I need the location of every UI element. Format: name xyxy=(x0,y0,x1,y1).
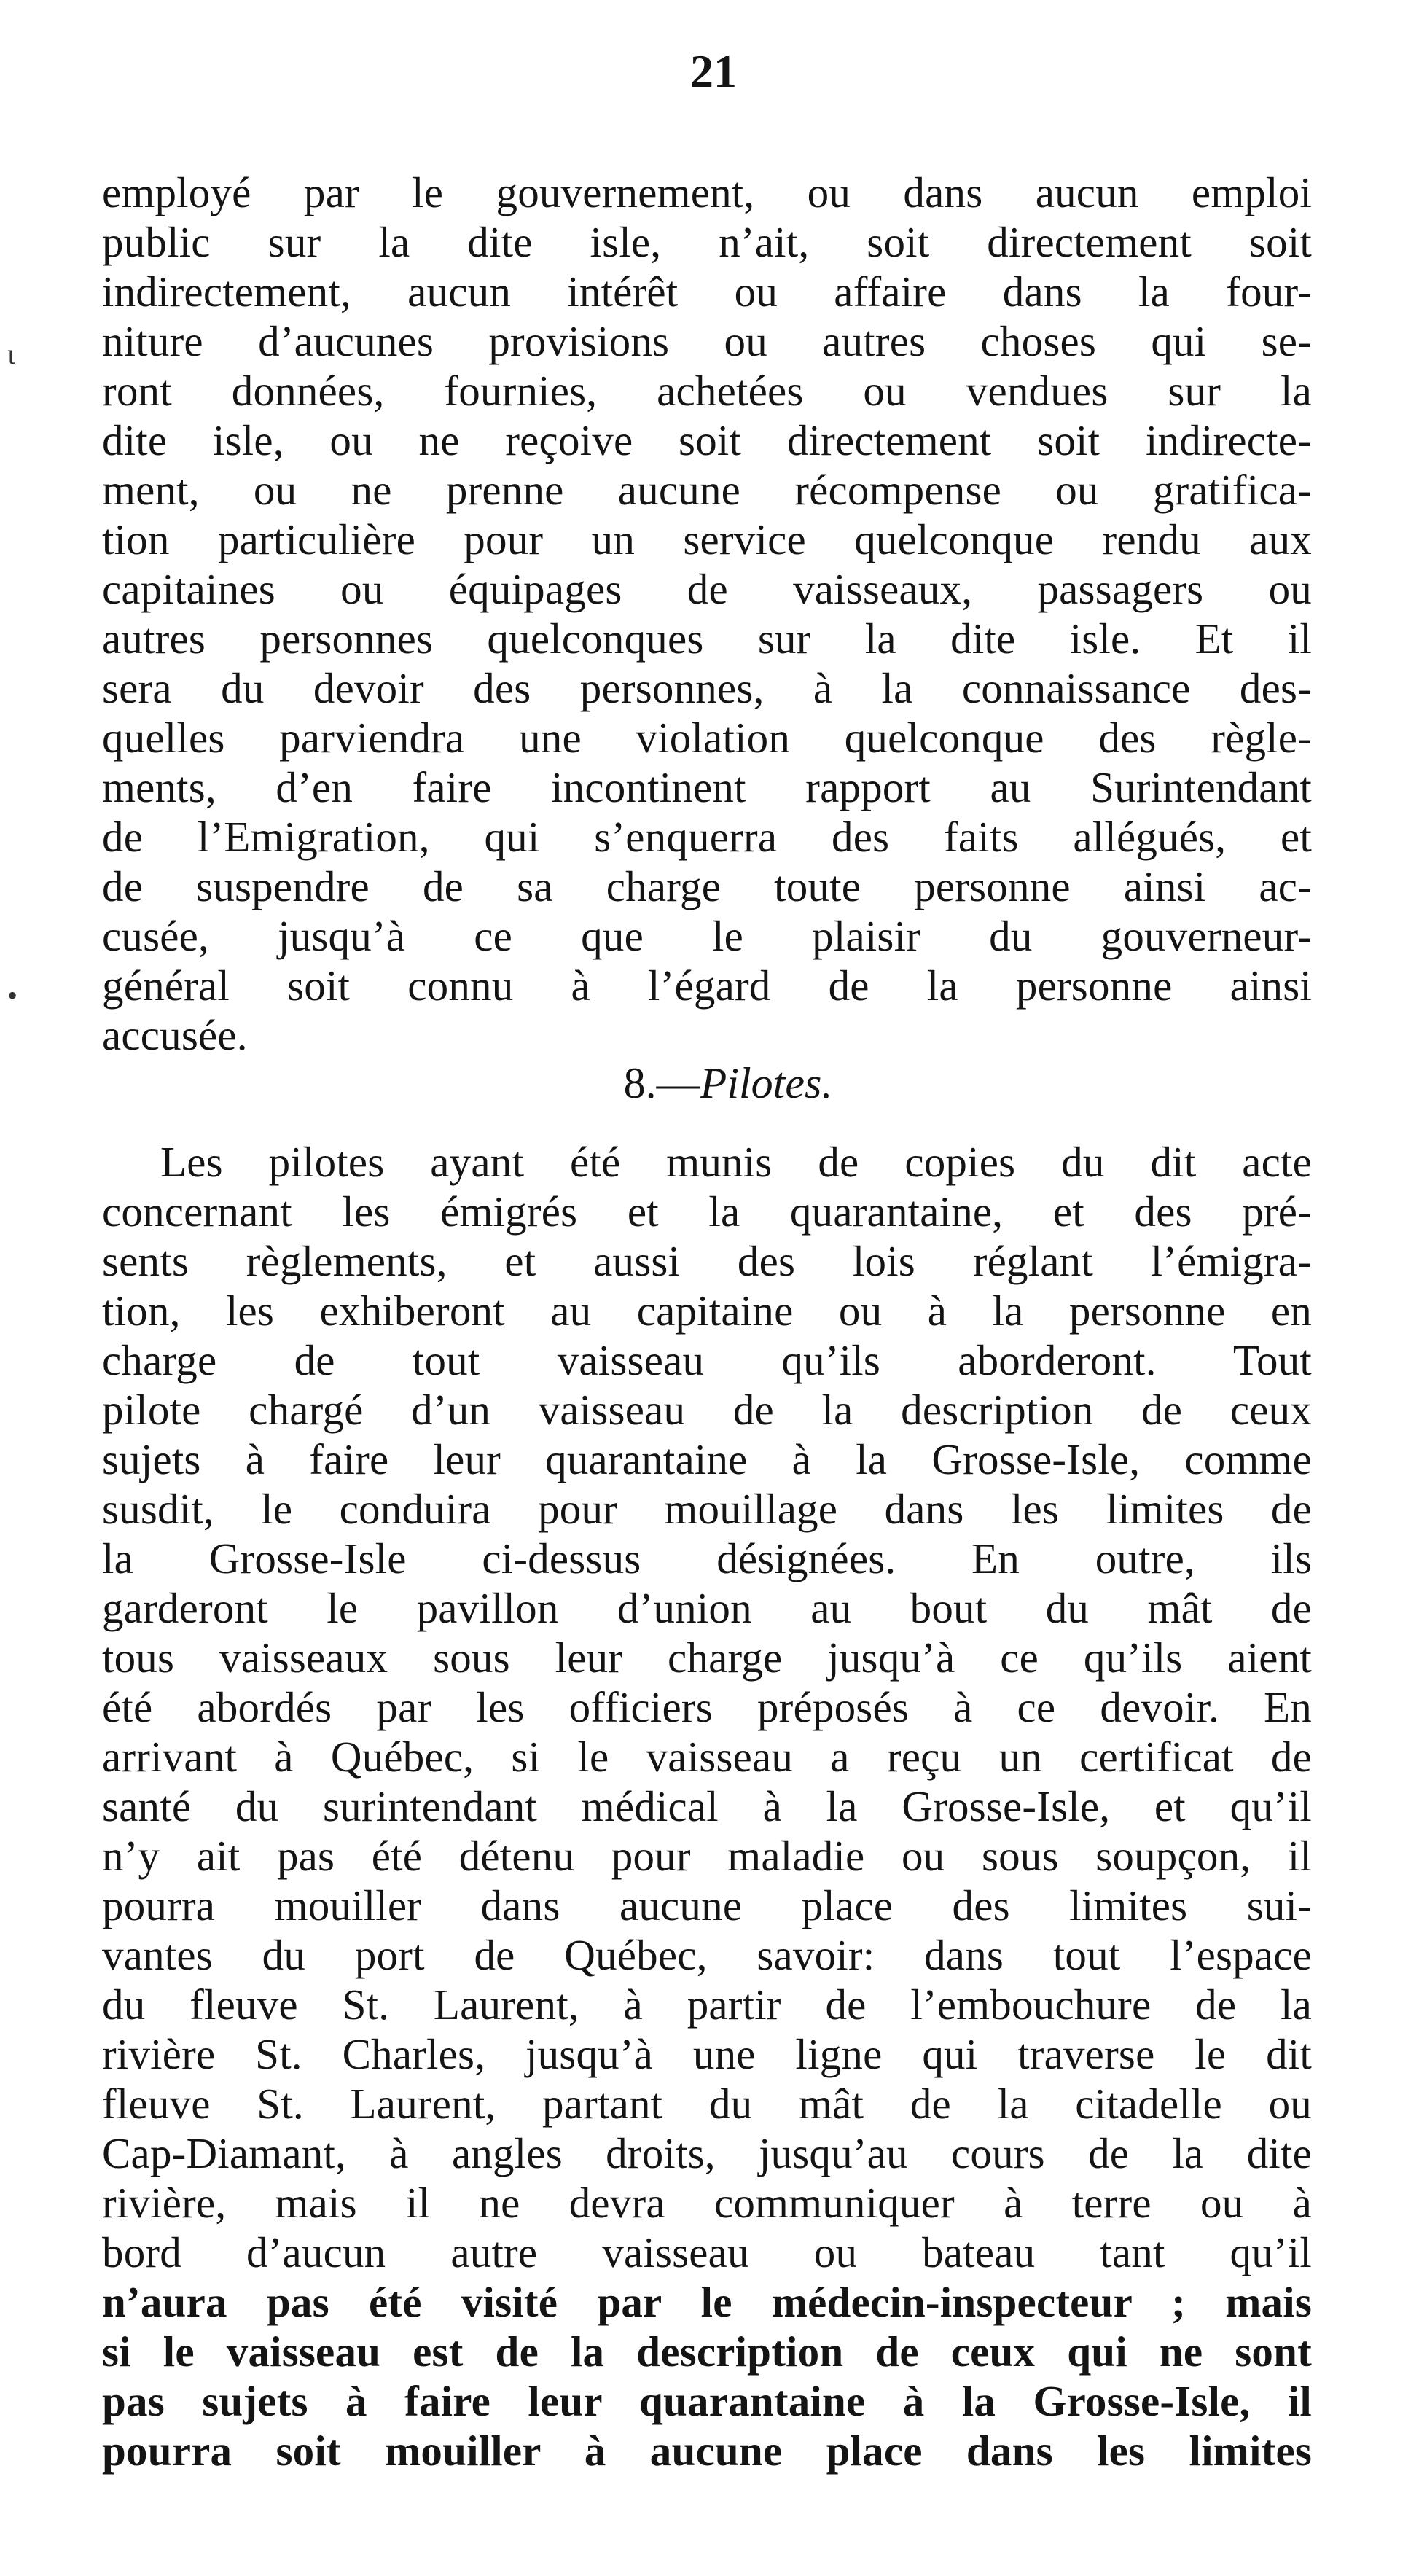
section-heading xyxy=(0,1054,1427,1112)
text-line: susdit, le conduira pour mouillage dans les limites de xyxy=(102,1485,1312,1533)
text-line: dite isle, ou ne reçoive soit directement soit indirecte- xyxy=(102,416,1312,464)
text-line: n’y ait pas été détenu pour maladie ou sous soupçon, il xyxy=(102,1832,1312,1880)
section-title: Pilotes. xyxy=(700,1059,833,1107)
text-line: Les pilotes ayant été munis de copies du dit acte xyxy=(160,1138,1312,1186)
text-line: sera du devoir des personnes, à la connaissance des- xyxy=(102,664,1312,712)
text-line: la Grosse-Isle ci-dessus désignées. En outre, ils xyxy=(102,1534,1312,1582)
text-line: tion particulière pour un service quelconque rendu aux xyxy=(102,515,1312,563)
text-line: indirectement, aucun intérêt ou affaire dans la four- xyxy=(102,268,1312,316)
text-line: ment, ou ne prenne aucune récompense ou gratifica- xyxy=(102,466,1312,514)
text-line: quelles parviendra une violation quelconque des règle- xyxy=(102,714,1312,762)
section-number: 8.— xyxy=(623,1059,700,1107)
text-line: niture d’aucunes provisions ou autres choses qui se- xyxy=(102,317,1312,365)
margin-mark: • xyxy=(7,979,18,1012)
text-line: employé par le gouvernement, ou dans aucun emploi xyxy=(102,168,1312,216)
text-line: fleuve St. Laurent, partant du mât de la citadelle ou xyxy=(102,2080,1312,2128)
text-line: sents règlements, et aussi des lois réglant l’émigra- xyxy=(102,1237,1312,1285)
text-line: de suspendre de sa charge toute personne ainsi ac- xyxy=(102,862,1312,910)
text-line: concernant les émigrés et la quarantaine, et des pré- xyxy=(102,1187,1312,1236)
text-line: Cap-Diamant, à angles droits, jusqu’au cours de la dite xyxy=(102,2129,1312,2177)
text-line: cusée, jusqu’à ce que le plaisir du gouverneur- xyxy=(102,912,1312,960)
text-line: accusée. xyxy=(102,1011,248,1059)
text-line: été abordés par les officiers préposés à ce devoir. En xyxy=(102,1683,1312,1731)
paragraph-1 xyxy=(102,168,1312,1060)
text-line: capitaines ou équipages de vaisseaux, passagers ou xyxy=(102,565,1312,613)
text-line: du fleuve St. Laurent, à partir de l’embouchure de la xyxy=(102,1980,1312,2029)
margin-mark: ι xyxy=(7,337,15,370)
text-line: rivière St. Charles, jusqu’à une ligne qui traverse le dit xyxy=(102,2030,1312,2078)
text-line: autres personnes quelconques sur la dite isle. Et il xyxy=(102,614,1312,663)
text-line: si le vaisseau est de la description de ceux qui ne sont xyxy=(102,2327,1312,2376)
text-line: garderont le pavillon d’union au bout du mât de xyxy=(102,1584,1312,1632)
text-line: de l’Emigration, qui s’enquerra des faits allégués, et xyxy=(102,813,1312,861)
text-line: n’aura pas été visité par le médecin-inspecteur ; mais xyxy=(102,2278,1312,2326)
text-line: santé du surintendant médical à la Grosse-Isle, et qu’il xyxy=(102,1782,1312,1830)
text-line: pourra soit mouiller à aucune place dans les limites xyxy=(102,2427,1312,2475)
text-line: sujets à faire leur quarantaine à la Grosse-Isle, comme xyxy=(102,1435,1312,1483)
text-line: pilote chargé d’un vaisseau de la description de ceux xyxy=(102,1386,1312,1434)
text-line: bord d’aucun autre vaisseau ou bateau tant qu’il xyxy=(102,2228,1312,2276)
text-line: général soit connu à l’égard de la personne ainsi xyxy=(102,961,1312,1010)
text-line: pourra mouiller dans aucune place des limites sui- xyxy=(102,1881,1312,1929)
text-line: charge de tout vaisseau qu’ils aborderont. Tout xyxy=(102,1336,1312,1384)
text-line: pas sujets à faire leur quarantaine à la Grosse-Isle, il xyxy=(102,2377,1312,2425)
text-line: ront données, fournies, achetées ou vendues sur la xyxy=(102,367,1312,415)
paragraph-2 xyxy=(102,1137,1312,2475)
text-line: ments, d’en faire incontinent rapport au Surintendant xyxy=(102,763,1312,811)
text-line: public sur la dite isle, n’ait, soit directement soit xyxy=(102,218,1312,266)
text-line: arrivant à Québec, si le vaisseau a reçu un certificat de xyxy=(102,1733,1312,1781)
text-line: tous vaisseaux sous leur charge jusqu’à ce qu’ils aient xyxy=(102,1634,1312,1682)
text-line: rivière, mais il ne devra communiquer à terre ou à xyxy=(102,2179,1312,2227)
page-number: 21 xyxy=(690,45,737,97)
text-line: tion, les exhiberont au capitaine ou à la personne en xyxy=(102,1287,1312,1335)
text-line: vantes du port de Québec, savoir: dans tout l’espace xyxy=(102,1931,1312,1979)
